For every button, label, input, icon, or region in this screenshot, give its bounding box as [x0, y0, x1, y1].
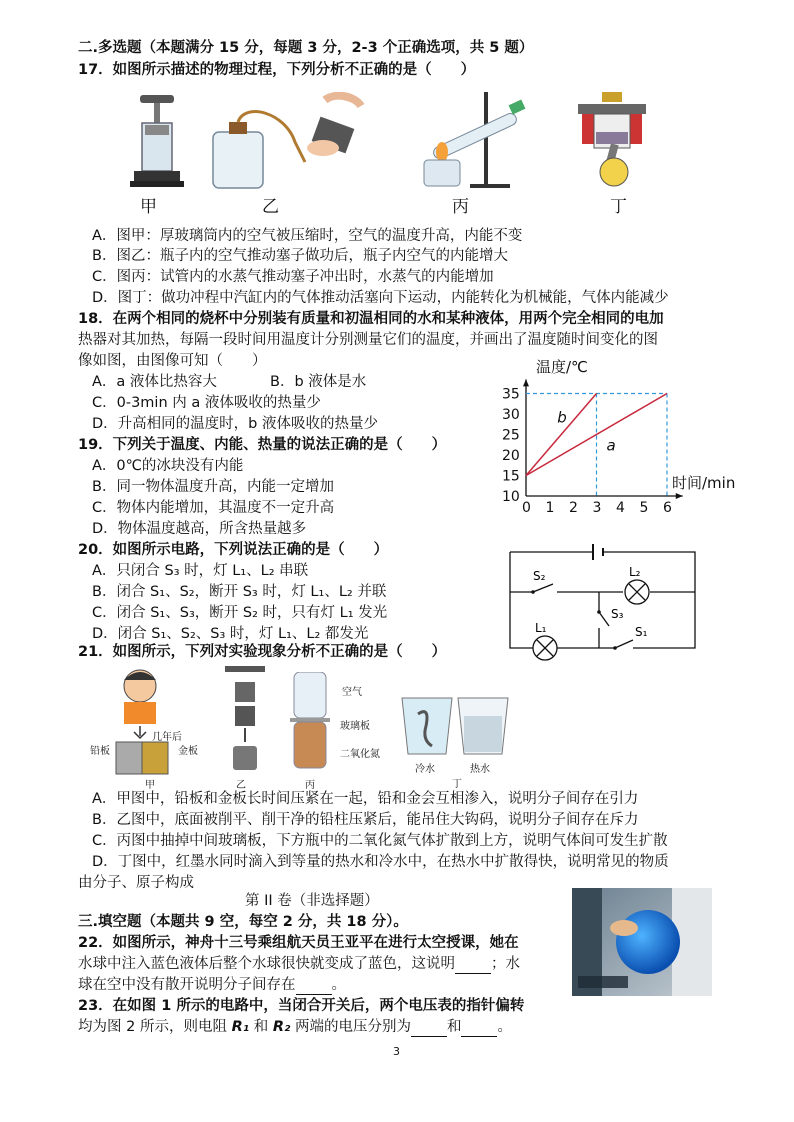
q22-line3	[78, 975, 346, 995]
q17-caption-ding: 丁	[610, 197, 627, 217]
chart-y-tick-10: 10	[502, 489, 520, 505]
q23-r2: R₂	[272, 1019, 291, 1035]
q21-caption-ding: 丁	[452, 779, 462, 790]
q21-label-lead: 铅板	[90, 746, 110, 757]
q22-line1-text: 22．如图所示，神舟十三号乘组航天员王亚平在进行太空授课，她在	[78, 935, 519, 951]
q18-option-d: D．升高相同的温度时，b 液体吸收的热量少	[92, 416, 378, 432]
q23-blank-1[interactable]	[411, 1022, 447, 1037]
q23-line1	[78, 996, 524, 1016]
part2-title: 第 II 卷（非选择题）	[245, 893, 379, 909]
q23-blank-2[interactable]	[461, 1022, 497, 1037]
page-number: 3	[393, 1045, 400, 1058]
q23-r1: R₁	[231, 1019, 250, 1035]
q18-stem-line1: 18．在两个相同的烧杯中分别装有质量和初温相同的水和某种液体，用两个完全相同的电加	[78, 311, 664, 327]
q21-label-hot: 热水	[470, 764, 490, 775]
q20-option-d: D．闭合 S₁、S₂、S₃ 时，灯 L₁、L₂ 都发光	[92, 626, 369, 642]
q18-option-a: A．a 液体比热容大	[92, 374, 217, 390]
q22-line1	[78, 933, 519, 953]
chart-y-tick-20: 20	[502, 448, 520, 464]
q23-line2-mid: 两端的电压分别为	[290, 1019, 411, 1035]
q17-figure-jia	[112, 95, 202, 195]
q17-option-a: A．图甲：厚玻璃筒内的空气被压缩时，空气的温度升高，内能不变	[92, 228, 523, 244]
chart-y-tick-30: 30	[502, 407, 520, 423]
q21-figure-jia	[78, 664, 208, 784]
q21-option-a: A．甲图中，铅板和金板长时间压紧在一起，铅和金会互相渗入，说明分子间存在引力	[92, 791, 639, 807]
chart-x-axis-label: 时间/min	[672, 474, 736, 492]
circuit-label-l2: L₂	[629, 565, 641, 579]
q17-figure-bing	[410, 90, 550, 190]
q23-line2-text: 均为图 2 所示，则电阻	[78, 1019, 232, 1035]
q21-stem: 21．如图所示，下列对实验现象分析不正确的是（ ）	[78, 644, 447, 660]
chart-series-b	[526, 394, 597, 476]
q21-option-b: B．乙图中，底面被削平、削干净的铅柱压紧后，能吊住大钩码，说明分子间存在斥力	[92, 812, 639, 828]
q18-option-c: C．0-3min 内 a 液体吸收的热量少	[92, 395, 321, 411]
q21-label-cold: 冷水	[415, 764, 435, 775]
q19-option-b: B．同一物体温度升高，内能一定增加	[92, 479, 334, 495]
chart-series-label-b: b	[557, 408, 567, 427]
chart-x-tick-3: 3	[592, 500, 602, 516]
circuit-label-s2: S₂	[533, 569, 546, 583]
q17-option-c: C．图丙：试管内的水蒸气推动塞子冲出时，水蒸气的内能增加	[92, 269, 494, 285]
q21-label-air: 空气	[342, 687, 362, 698]
q17-stem: 17．如图所示描述的物理过程，下列分析不正确的是（ ）	[78, 62, 476, 78]
q21-figure-ding	[400, 696, 510, 756]
q23-line2-and: 和	[249, 1019, 273, 1035]
q21-caption-jia: 甲	[145, 780, 155, 791]
q17-caption-yi: 乙	[262, 197, 279, 217]
q22-line2	[78, 954, 520, 974]
chart-y-tick-35: 35	[502, 386, 520, 403]
circuit-label-s3: S₃	[611, 607, 624, 621]
q17-option-b: B．图乙：瓶子内的空气推动塞子做功后，瓶子内空气的内能增大	[92, 248, 508, 264]
section2-heading: 二.多选题（本题满分 15 分，每题 3 分，2-3 个正确选项，共 5 题）	[78, 40, 534, 56]
chart-y-tick-25: 25	[502, 427, 520, 444]
q21-label-gold: 金板	[178, 746, 198, 757]
q22-blank-2[interactable]	[296, 980, 332, 995]
q22-blank-1[interactable]	[455, 959, 491, 974]
q22-line3-tail: 。	[331, 977, 346, 993]
q17-option-d: D．图丁：做功冲程中汽缸内的气体推动活塞向下运动，内能转化为机械能，气体内能减少	[92, 290, 669, 306]
q23-line2-he: 和	[446, 1019, 462, 1035]
q17-figure-yi	[205, 92, 365, 192]
q18-option-b: B．b 液体是水	[270, 374, 367, 390]
q22-line2-tail: ；水	[491, 956, 520, 972]
temperature-time-chart	[496, 350, 756, 530]
q21-option-c: C．丙图中抽掉中间玻璃板，下方瓶中的二氧化氮气体扩散到上方，说明气体间可发生扩散	[92, 833, 668, 849]
q22-line2-text: 水球中注入蓝色液体后整个水球很快就变成了蓝色，这说明	[78, 956, 455, 972]
q17-caption-jia: 甲	[140, 197, 157, 217]
q20-option-b: B．闭合 S₁、S₂，断开 S₃ 时，灯 L₁、L₂ 并联	[92, 584, 387, 600]
q17-caption-bing: 丙	[452, 197, 469, 217]
q21-option-d: D．丁图中，红墨水同时滴入到等量的热水和冷水中，在热水中扩散得快，说明常见的物质	[92, 854, 669, 870]
q17-figure-ding	[572, 92, 652, 192]
chart-x-tick-5: 5	[639, 500, 649, 516]
chart-y-arrow	[523, 379, 529, 386]
q21-figure-yi	[225, 666, 265, 776]
q23-line1-text: 23．在如图 1 所示的电路中，当闭合开关后，两个电压表的指针偏转	[78, 998, 525, 1014]
q18-stem-line2: 热器对其加热，每隔一段时间用温度计分别测量它们的温度，并画出了温度随时间变化的图	[78, 332, 658, 348]
q22-line3-text: 球在空中没有散开说明分子间存在	[78, 977, 296, 993]
q21-label-after-years: 几年后	[152, 732, 182, 743]
q21-caption-yi: 乙	[236, 780, 246, 791]
q19-option-d: D．物体温度越高，所含热量越多	[92, 521, 307, 537]
chart-y-axis-label: 温度/℃	[536, 358, 588, 376]
q21-label-glass: 玻璃板	[340, 721, 370, 732]
section3-heading: 三.填空题（本题共 9 空，每空 2 分，共 18 分）。	[78, 914, 408, 930]
q19-option-c: C．物体内能增加，其温度不一定升高	[92, 500, 335, 516]
chart-x-arrow	[676, 493, 683, 499]
chart-x-tick-1: 1	[545, 500, 555, 516]
q20-stem: 20．如图所示电路，下列说法正确的是（ ）	[78, 542, 389, 558]
chart-series-a	[526, 394, 667, 476]
chart-series-label-a: a	[606, 436, 616, 455]
q19-option-a: A．0℃的冰块没有内能	[92, 458, 244, 474]
q21-caption-bing: 丙	[305, 780, 315, 791]
space-class-photo	[572, 888, 712, 996]
chart-x-tick-0: 0	[522, 500, 531, 516]
chart-y-tick-15: 15	[502, 468, 520, 485]
q20-option-a: A．只闭合 S₃ 时，灯 L₁、L₂ 串联	[92, 563, 309, 579]
q23-line2-end: 。	[497, 1019, 512, 1035]
q19-stem: 19．下列关于温度、内能、热量的说法正确的是（ ）	[78, 437, 447, 453]
q20-option-c: C．闭合 S₁、S₃，断开 S₂ 时，只有灯 L₁ 发光	[92, 605, 388, 621]
q21-figure-bing	[290, 672, 330, 772]
circuit-label-s1: S₁	[635, 625, 648, 639]
q21-label-no2: 二氧化氮	[340, 749, 380, 760]
q20-circuit-diagram	[505, 542, 715, 662]
q23-line2	[78, 1017, 512, 1037]
q21-option-d-cont: 由分子、原子构成	[78, 875, 194, 891]
circuit-label-l1: L₁	[535, 621, 547, 635]
chart-x-tick-2: 2	[569, 500, 578, 516]
chart-x-tick-4: 4	[616, 500, 625, 516]
chart-x-tick-6: 6	[663, 500, 672, 516]
q18-stem-line3: 像如图，由图像可知（ ）	[78, 353, 267, 369]
